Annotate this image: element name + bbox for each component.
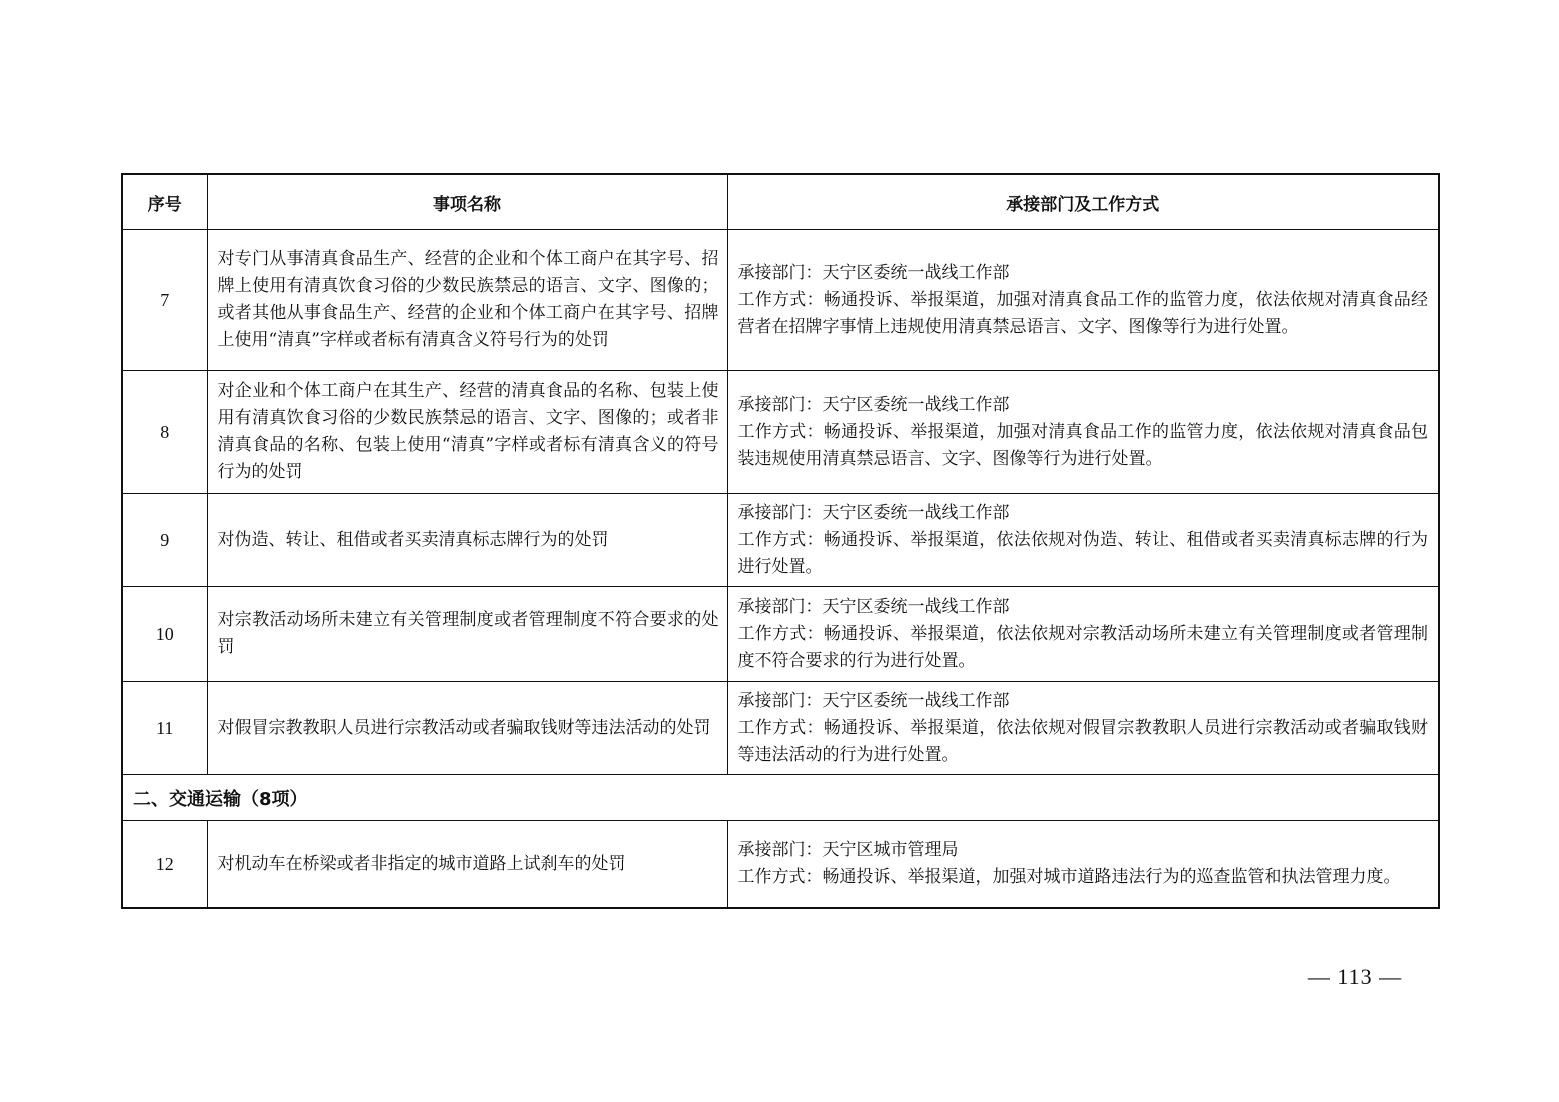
row-matter-name: 对专门从事清真食品生产、经营的企业和个体工商户在其字号、招牌上使用有清真饮食习俗的少数民族禁忌的语言、文字、图像的；或者其他从事食品生产、经营的企业和个体工商户在其字号、招牌上使用“清真”字样或者标有清真含义符号行为的处罚 [207,230,727,371]
row-department-method [727,230,1439,371]
header-matter-name: 事项名称 [207,174,727,230]
row-matter-name: 对宗教活动场所未建立有关管理制度或者管理制度不符合要求的处罚 [207,587,727,682]
row-serial-number: 11 [122,682,207,775]
row-serial-number: 12 [122,821,207,909]
table-row [122,371,1439,494]
table-row [122,682,1439,775]
section-title: 二、交通运输（8项） [122,775,1439,821]
row-department-method [727,371,1439,494]
row-serial-number: 8 [122,371,207,494]
row-department-method [727,682,1439,775]
header-serial-number: 序号 [122,174,207,230]
table-row [122,230,1439,371]
table-header-row [122,174,1439,230]
matters-table [121,173,1440,909]
row-work-method: 工作方式：畅通投诉、举报渠道，依法依规对假冒宗教教职人员进行宗教活动或者骗取钱财等违法活动的行为进行处置。 [737,717,1428,765]
row-department: 承接部门：天宁区城市管理局 [737,840,959,860]
row-department: 承接部门：天宁区委统一战线工作部 [737,690,1010,711]
row-matter-name: 对伪造、转让、租借或者买卖清真标志牌行为的处罚 [207,494,727,587]
row-department: 承接部门：天宁区委统一战线工作部 [737,394,1010,415]
row-matter-name: 对假冒宗教教职人员进行宗教活动或者骗取钱财等违法活动的处罚 [207,682,727,775]
row-department: 承接部门：天宁区委统一战线工作部 [737,262,1010,283]
row-department: 承接部门：天宁区委统一战线工作部 [737,596,1010,617]
row-serial-number: 10 [122,587,207,682]
row-work-method: 工作方式：畅通投诉、举报渠道，依法依规对伪造、转让、租借或者买卖清真标志牌的行为进行处置。 [737,529,1428,577]
page-number: — 113 — [1307,964,1403,989]
row-matter-name: 对企业和个体工商户在其生产、经营的清真食品的名称、包装上使用有清真饮食习俗的少数民族禁忌的语言、文字、图像的；或者非清真食品的名称、包装上使用“清真”字样或者标有清真含义的符号行为的处罚 [207,371,727,494]
row-serial-number: 7 [122,230,207,371]
row-work-method: 工作方式：畅通投诉、举报渠道，加强对清真食品工作的监管力度，依法依规对清真食品包装违规使用清真禁忌语言、文字、图像等行为进行处置。 [737,421,1428,469]
row-serial-number: 9 [122,494,207,587]
table-row [122,821,1439,909]
header-department-method: 承接部门及工作方式 [727,174,1439,230]
table-row [122,587,1439,682]
row-work-method: 工作方式：畅通投诉、举报渠道，加强对清真食品工作的监管力度，依法依规对清真食品经营者在招牌字事情上违规使用清真禁忌语言、文字、图像等行为进行处置。 [737,289,1428,337]
row-department-method [727,821,1439,909]
table-row [122,494,1439,587]
row-department-method [727,587,1439,682]
row-department-method [727,494,1439,587]
row-department: 承接部门：天宁区委统一战线工作部 [737,502,1010,523]
row-work-method: 工作方式：畅通投诉、举报渠道，加强对城市道路违法行为的巡查监管和执法管理力度。 [737,867,1401,887]
row-matter-name: 对机动车在桥梁或者非指定的城市道路上试刹车的处罚 [207,821,727,909]
row-work-method: 工作方式：畅通投诉、举报渠道，依法依规对宗教活动场所未建立有关管理制度或者管理制度不符合要求的行为进行处置。 [737,623,1428,671]
section-row [122,775,1439,821]
